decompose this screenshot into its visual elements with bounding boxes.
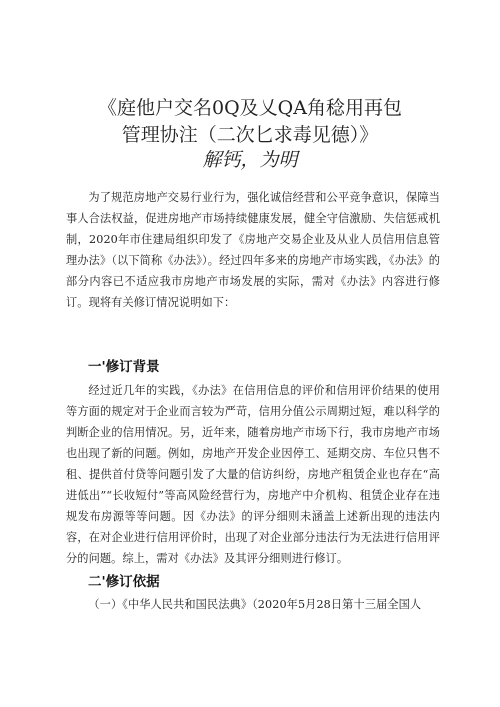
document-title-line2: 管理协注（二次匕求毒见德）》 <box>121 124 379 146</box>
document-subtitle: 解钙，为明 <box>202 149 298 171</box>
background-paragraph: 经过近几年的实践，《办法》在信用信息的评价和信用评价结果的使用等方面的规定对于企业而言较为严苛，信用分值公示周期过短，难以科学的判断企业的信用情况。另，近年来，随着房地产市场下行，我市房地产市场也出现了新的问题。例如，房地产开发企业因停工、延期交房、车位只售不租、提供首付贷等问题引发了大量的信访纠纷，房地产租赁企业也存在“高进低出”“长收短付”等高风险经营行为，房地产中介机构、租赁企业存在违规发布房源等等问题。因《办法》的评分细则未涵盖上述新出现的违法内容，在对企业进行信用评价时，出现了对企业部分违法行为无法进行信用评分的问题。综上，需对《办法》及其评分细则进行修订。 <box>66 384 440 565</box>
section-heading-background: 一'修订背景 <box>88 359 160 375</box>
document-title-line1: 《庭他户交名0Q及乂QA角稔用再包 <box>98 97 402 119</box>
intro-paragraph: 为了规范房地产交易行业行为，强化诚信经营和公平竞争意识，保障当事人合法权益，促进房地产市场持续健康发展，健全守信激励、失信惩戒机制，2020年市住建局组织印发了《房地产交易企业及从业人员信用信息管理办法》（以下简称《办法》）。经过四年多来的房地产市场实践，《办法》的部分内容已不适应我市房地产市场发展的实际，需对《办法》内容进行修订。现将有关修订情况说明如下： <box>66 191 440 309</box>
section-heading-basis: 二'修订依据 <box>88 574 160 590</box>
basis-item-1: （一）《中华人民共和国民法典》（2020年5月28日第十三届全国人 <box>88 598 422 611</box>
